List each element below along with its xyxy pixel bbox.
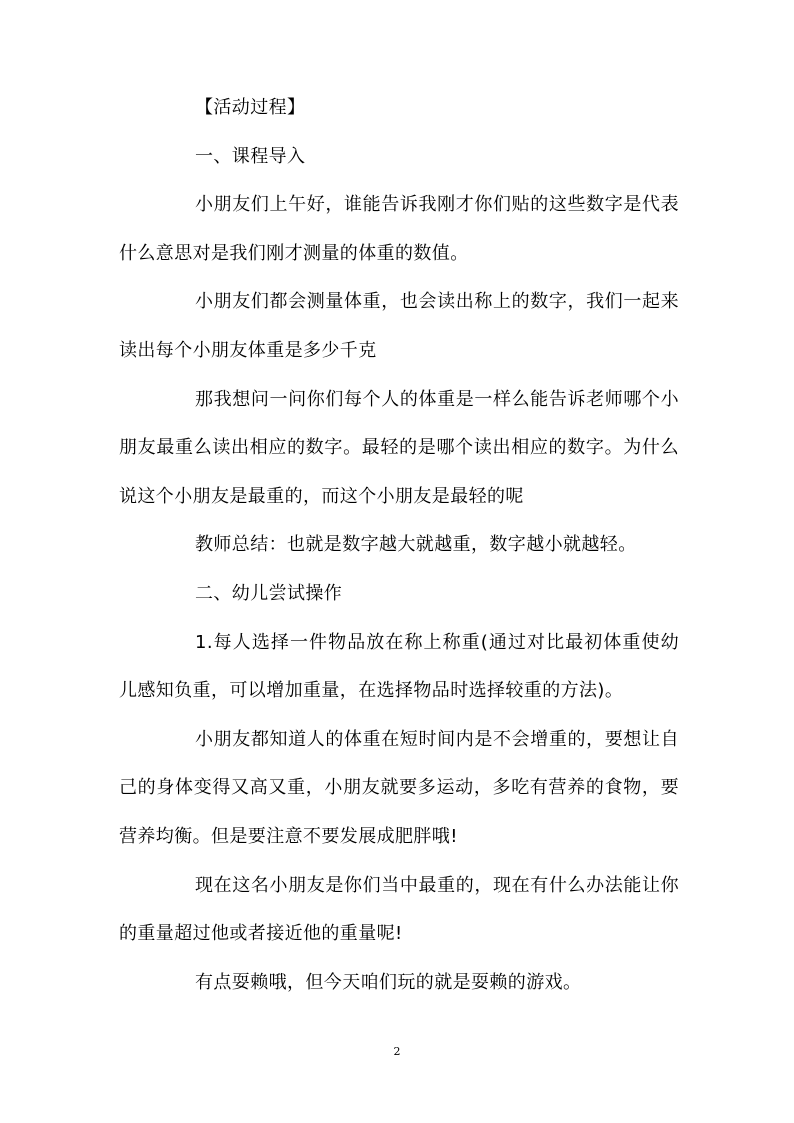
section-heading-intro: 一、课程导入: [195, 145, 306, 167]
section-heading-child-operation: 二、幼儿尝试操作: [195, 582, 343, 604]
page-number: 2: [393, 1045, 401, 1058]
paragraph: 现在这名小朋友是你们当中最重的，现在有什么办法能让你的重量超过他或者接近他的重量呢!: [119, 874, 679, 945]
paragraph: 那我想问一问你们每个人的体重是一样么能告诉老师哪个小朋友最重么读出相应的数字。最轻的是哪个读出相应的数字。为什么说这个小朋友是最重的，而这个小朋友是最轻的呢: [119, 388, 679, 507]
paragraph: 教师总结：也就是数字越大就越重，数字越小就越轻。: [195, 534, 637, 556]
paragraph: 小朋友们都会测量体重，也会读出称上的数字，我们一起来读出每个小朋友体重是多少千克: [119, 291, 679, 361]
document-body: [119, 84, 679, 1007]
paragraph: 小朋友们上午好，谁能告诉我刚才你们贴的这些数字是代表什么意思对是我们刚才测量的体重的数值。: [119, 194, 679, 264]
section-heading-activity-process: 【活动过程】: [195, 97, 306, 118]
paragraph: 小朋友都知道人的体重在短时间内是不会增重的，要想让自己的身体变得又高又重，小朋友就要多运动，多吃有营养的食物，要营养均衡。但是要注意不要发展成肥胖哦!: [119, 728, 679, 847]
paragraph: 有点耍赖哦，但今天咱们玩的就是耍赖的游戏。: [195, 971, 582, 993]
paragraph: 1.每人选择一件物品放在称上称重(通过对比最初体重使幼儿感知负重，可以增加重量，在选择物品时选择较重的方法)。: [119, 631, 679, 702]
